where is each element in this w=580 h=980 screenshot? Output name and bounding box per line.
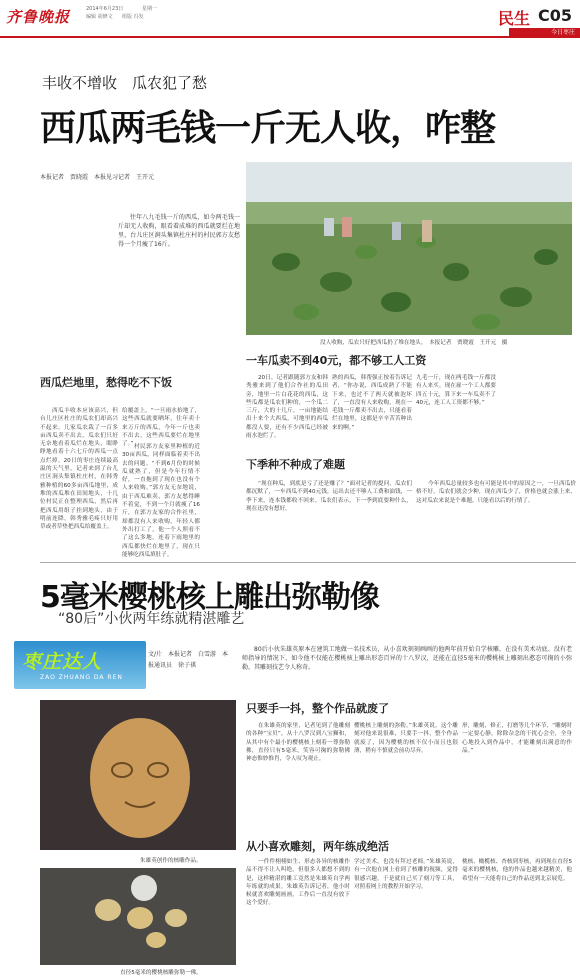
editor-credit: 编辑 胡修文	[86, 14, 113, 20]
newspaper-logo: 齐鲁晚报	[6, 8, 71, 26]
page-number: C05	[538, 6, 573, 25]
article2-col4: 一件件栩栩如生、形态各异的核雕作品不得不让人叫绝，但很多人都想不到的是，这样精湛的雕工竟然是朱雄英自学两年练就的成果。朱雄英告诉记者，他小时候就喜欢雕刻画画，工作后一直没有放下这个爱好。	[246, 859, 350, 907]
article1-col2: 给覆盖上。“一旦雨水抬地了，这些西瓜就要晒坏，往年卖十来万斤的西瓜，今年一斤也卖不出去，这些西瓜要烂在地里了。”	[122, 408, 200, 448]
article1-col5: 九毛一斤，现在两毛钱一斤都没有人来买。现在雇一个工人都要四五十元，算下来一车瓜卖不了40元，连工人工资都不够。”	[416, 375, 496, 406]
article1-col3: 20日，记者跟随郭方友和韩秀雅来到了他们合作社的瓜田旁，地里一片白花花的西瓜，这些瓜都是瓜农们种的，一个瓜二三斤，大的十几斤，一亩地能结出十来个大西瓜，可地里的西瓜都没人要，还有不少西瓜已经被雨水泡烂了。	[246, 375, 328, 440]
banner-title: 枣庄达人	[22, 651, 103, 673]
article1-col1: 西瓜丰收本应该高兴，但台儿庄区杜庄的瓜农们却高兴不起来。几家瓜农栽了一百多亩西瓜卖不出去，瓜农们只好无奈地看着瓜烂在地头，眼睁睁地看着十六七斤的西瓜一点点烂掉。20日的枣庄连续最高温的天气里，记者来到了台儿庄区涧头集镇杜庄村，在韩秀雅种植的60多亩西瓜地里，成堆的西瓜堆在田间地头，十几位村民正在整理西瓜，然后再把西瓜用组子挂到地头，由于明前连降，韩秀雅毛疼只好用草或者草垫把西瓜给覆盖上。	[40, 408, 118, 531]
watermelon-field-photo	[246, 162, 572, 335]
article2-photo1-caption: 朱雄英创作的核雕作品。	[140, 858, 202, 864]
article1-subhead-1: 西瓜烂地里，愁得吃不下饭	[40, 376, 172, 389]
article1-col6: “现在种瓜，到底是亏了还是赚了？”面对记者的提问，瓜农们都沉默了，一车西瓜不到40元钱，运出去还不够人工费和油钱，一季下来，连本钱都收不回来。瓜农们表示，下一季到底要种什么，现在还没有想好。	[246, 481, 412, 512]
watermelon-field-illustration	[246, 162, 572, 335]
article2-lead: 80后小伙朱雄英原本在建筑工地做一名技术员，从小喜欢刻刻画画的他两年前开始自学核雕，在没有美术功底、没有老师指导的情况下，如今他不仅能在樱桃核上雕出形态百异的十八罗汉，还能在直径5毫米的樱桃核上雕刻出憨态可掬的小弥勒，其雕刻技艺令人称奇。	[242, 646, 572, 671]
article2-byline: 文/片 本报记者 白雪游 本报通讯员 徐子祺	[148, 651, 229, 669]
article2-col3: 形，雕刻，修正，打磨等几个环节，“雕刻时一定要心静，除除杂念的干扰心会全，全身心地投入到作品中，才能雕刻出满意的作品。”	[462, 723, 572, 754]
banner-subtitle: ZAO ZHUANG DA REN	[40, 674, 123, 681]
article1-col2b: 村民郭方友家里种植的近30亩西瓜，同样面临着卖不出去的问题。“不到6月份的时候瓜就熟了，但是今年行情不好，一直拖到了现在也没有个人来收购。”郭方友无奈地说，由于西瓜难卖，郭方友愁得睡不着觉，不到一个月就瘦了16斤，在郭方友家的合作社里，却都没有人来收购，年轻人都外出打工了，他一个人照看不了这么多地，连着下雨地里的西瓜都快烂在地里了，现在只能够吃西瓜填肚子。	[122, 444, 200, 558]
issue-date: 2014年6月23日	[86, 6, 124, 12]
article2-col5: 学过美术，也没有拜过老师。”朱雄英说，有一次他在网上看到了核雕的视频，觉得很感兴趣，于是就自己买了刻刀等工具，对照着网上的教程开始学习。	[354, 859, 458, 890]
article2-subhead: “80后”小伙两年练就精湛雕艺	[58, 611, 245, 627]
cherry-pits-illustration	[40, 868, 236, 965]
carved-face-illustration	[40, 700, 236, 850]
section-name: 民生	[498, 9, 531, 28]
article2-headline: 5毫米樱桃核上雕出弥勒像	[40, 580, 379, 615]
article2-col6: 桃核、橄榄核、杏核到枣核，再到现在直径5毫米的樱桃核，他的作品也越来越精美，他希望有一天能将自己的作品送到北京展览。	[462, 859, 572, 882]
proof-credit: 组版 冯发	[122, 14, 144, 20]
article2-col2: 樱桃核上雕刻的弥勒。”朱雄英说，这个雕刻对他来说很难，只要手一抖，整个作品就废了，因为樱桃的核不仅小而且也很薄，稍有不慎就会前功尽弃。	[354, 723, 458, 754]
carving-photo	[40, 700, 236, 850]
article2-photo2-caption: 直径5毫米的樱桃核雕弥勒一佛。	[120, 970, 202, 976]
article1-subhead-3: 下季种不种成了难题	[246, 458, 345, 471]
cherry-pit-photo	[40, 868, 236, 965]
zaozhuang-daren-banner	[14, 641, 146, 689]
article-divider	[40, 562, 576, 563]
article1-subhead-2: 一车瓜卖不到40元，都不够工人工资	[246, 354, 427, 367]
article2-col1: 在朱雄英的家里，记者见到了他雕刻的各种“宝贝”，从十八罗汉到八宝狮和，从其中有个最小的樱桃核上刻着一尊弥勒佛，直径只有5毫米，笑容可掬的弥勒佛神态惟妙惟肖，令人叹为观止。	[246, 723, 350, 763]
issue-weekday: 星期一	[142, 6, 158, 12]
article2-subhead-2: 从小喜欢雕刻，两年练成绝活	[246, 840, 389, 853]
article1-lead: 往年八九毛钱一斤的西瓜，如今两毛钱一斤却无人收购，眼看着成堆的西瓜就要烂在地里，台儿庄区涧头集镇杜庄村的村民郭方友愁得一个月瘦了16斤。	[118, 214, 240, 248]
article1-col7: 今年西瓜总量较多也有可能是其中的原因之一，一旦西瓜价格不好，瓜农们就会少种，现在西瓜少了，价格也就会涨上来，这对瓜农来说是个难题，只能看以后的行情了。	[416, 481, 576, 504]
article1-kicker: 丰收不增收 瓜农犯了愁	[42, 74, 208, 92]
article1-photo-caption: 没人收购，瓜农只好把西瓜扔了堆在地头。 本报记者 贾晓霞 王开元 摄	[320, 340, 508, 346]
article2-subhead-1: 只要手一抖，整个作品就废了	[246, 702, 389, 715]
today-label: 今日枣庄	[509, 28, 580, 38]
article1-col4: 熟的西瓜，韩帮强正按着告诉记者，“你办说，西瓜成熟了不能下来，也过不了两天就被泡坏了，一直没有人来收购，现在一毛钱一斤都卖不出去，只能看着烂在地里，这都是辛辛苦苦种出来的啊。”	[332, 375, 412, 431]
article1-headline: 西瓜两毛钱一斤无人收，咋整	[40, 108, 496, 149]
article1-byline: 本报记者 贾晓霞 本报见习记者 王开元	[40, 174, 155, 181]
